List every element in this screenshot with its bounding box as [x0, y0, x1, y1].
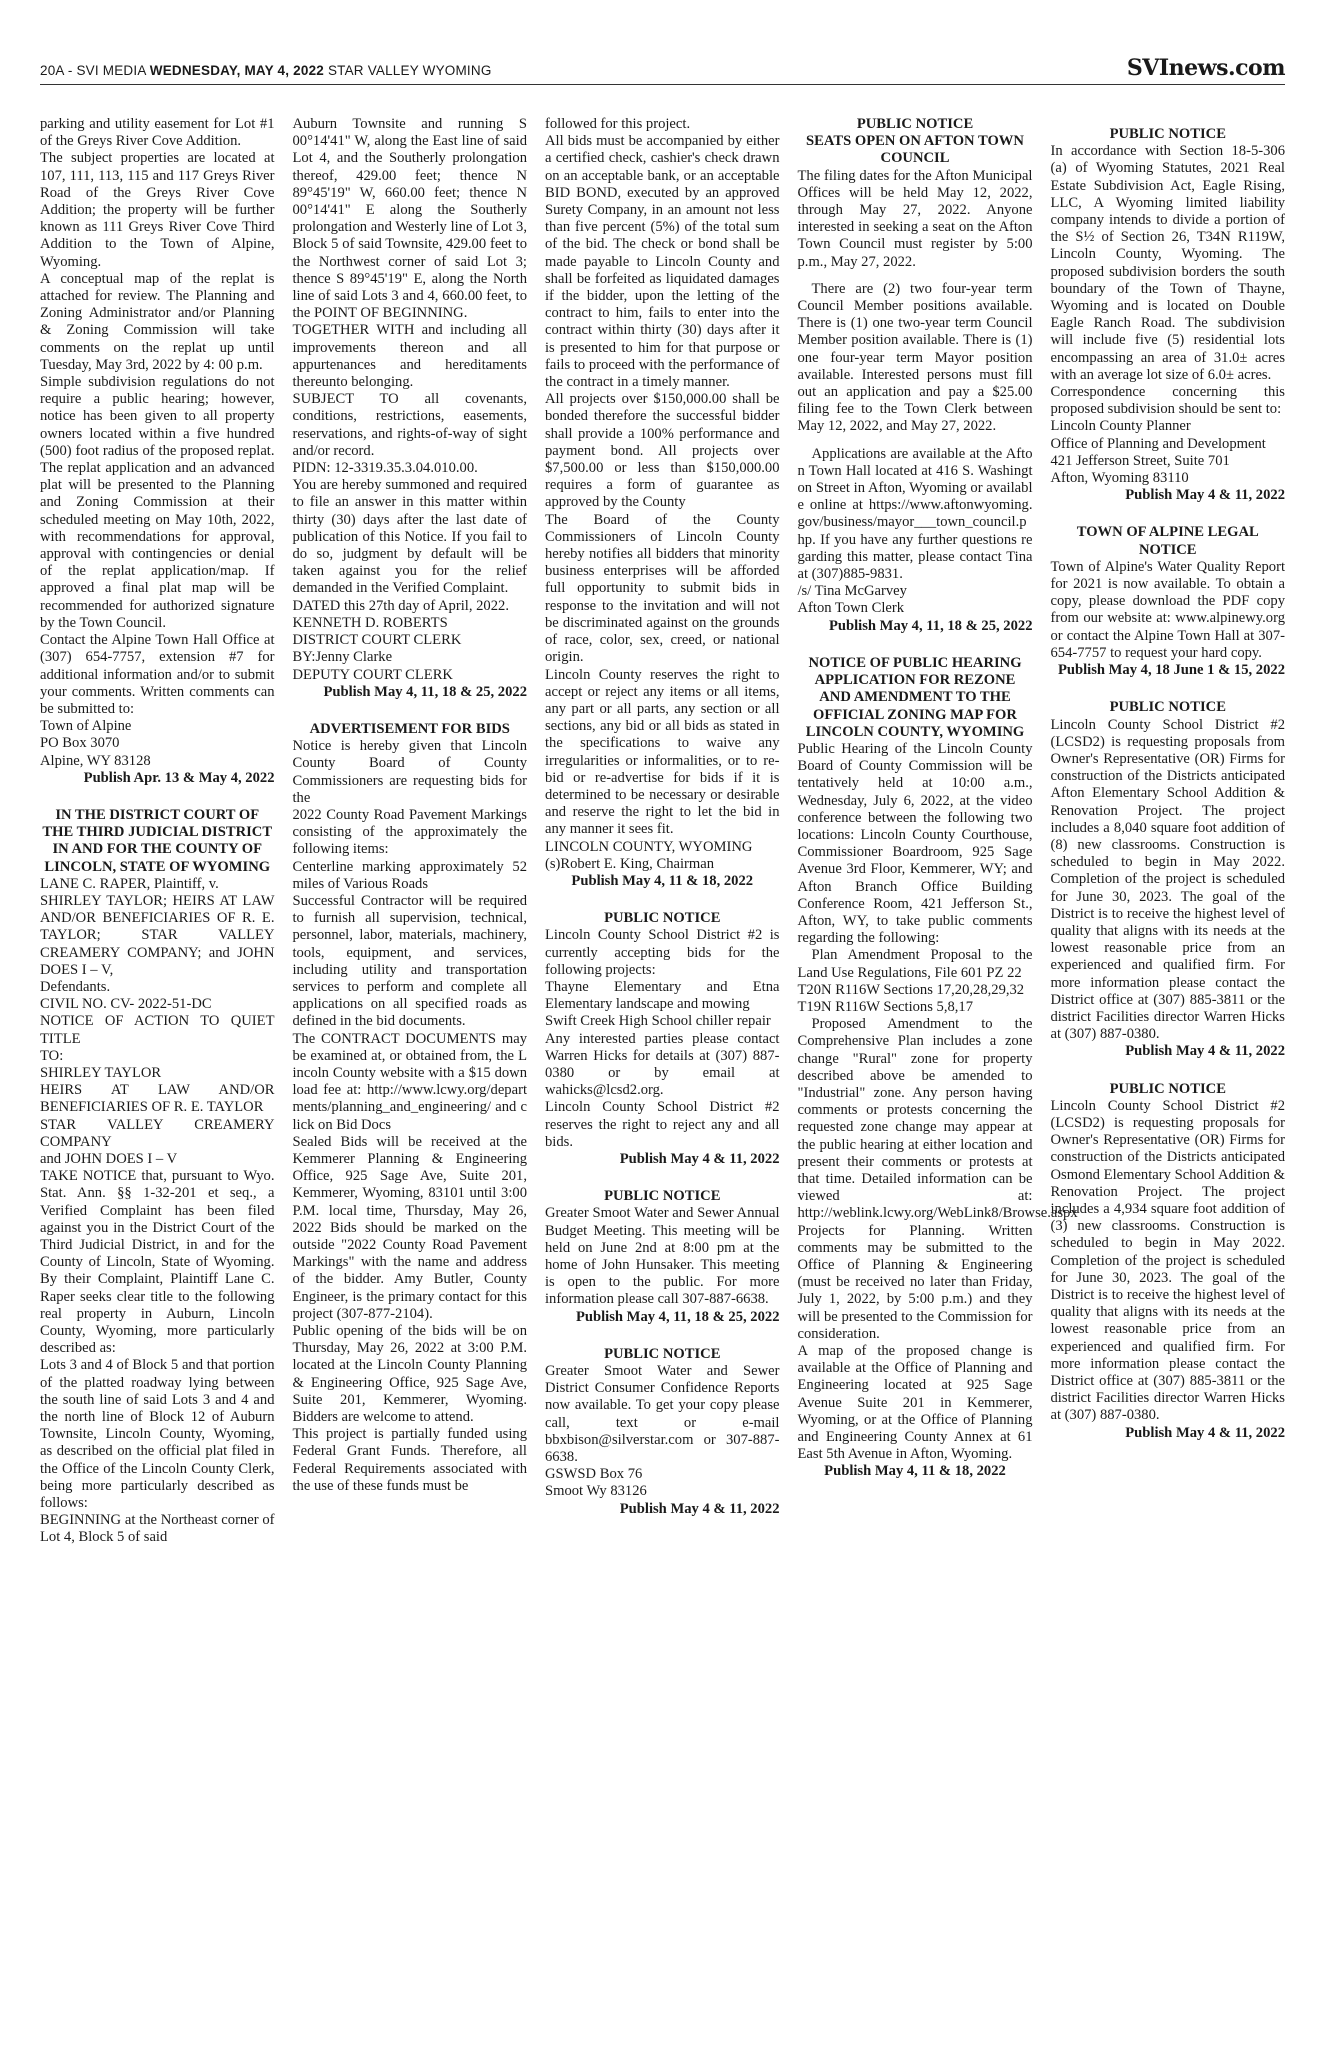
notice-paragraph: Lincoln County School District #2 is currently accepting bids for the following projects:	[545, 927, 780, 978]
notice-address-line: Town of Alpine	[40, 718, 132, 735]
notice-paragraph: STAR VALLEY CREAMERY COMPANY	[40, 1116, 275, 1150]
notice-address-line: PO Box 3070	[40, 735, 120, 752]
notice-paragraph: Centerline marking approximately 52 miles of Various Roads	[292, 858, 527, 892]
notice-paragraph: A conceptual map of the replat is attached for review. The Planning and Zoning Administrator and/or Planning & Zoning Commission will take comments on the replat up until Tuesday, May 3rd, 2022 by 4: 00 p.m.	[40, 270, 275, 373]
notice-paragraph: Lots 3 and 4 of Block 5 and that portion of the platted roadway lying between the south line of said Lots 3 and 4 and the north line of Block 12 of Auburn Townsite, Lincoln County, Wyoming, as described on the official plat filed in the Office of the Lincoln County Clerk, being more particularly described as follows:	[40, 1357, 275, 1512]
notice-paragraph: TO:	[40, 1047, 64, 1064]
notice-paragraph: Applications are available at the Afton Town Hall located at 416 S. Washington Street in Afton, Wyoming or available online at https://www.aftonwyoming.gov/business/mayor___town_council.php. If you have any further questions regarding this matter, please contact Tina at (307)885-9831.	[797, 445, 1033, 583]
notice-paragraph: Thayne Elementary and Etna Elementary landscape and mowing	[545, 978, 780, 1013]
notice-paragraph: Greater Smoot Water and Sewer District Consumer Confidence Reports now available. To get your copy please call, text or e-mail bbxbison@silverstar.com or 307-887-6638.	[545, 1363, 780, 1466]
publish-line: Publish May 4, 11, 18 & 25, 2022	[575, 1308, 780, 1325]
notice-paragraph: followed for this project.	[545, 116, 691, 132]
notice-heading: IN THE DISTRICT COURT OF THE THIRD JUDICIAL DISTRICT	[42, 806, 273, 841]
site-name: SVInews.com	[1126, 55, 1285, 81]
notice-paragraph: Notice is hereby given that Lincoln County Board of County Commissioners are requesting bids for the	[292, 738, 527, 806]
notice-paragraph: CIVIL NO. CV- 2022-51-DC	[40, 996, 212, 1013]
publish-line: Publish Apr. 13 & May 4, 2022	[83, 769, 275, 786]
notice-address-line: Office of Planning and Development	[1050, 435, 1266, 452]
notice-heading: IN AND FOR THE COUNTY OF LINCOLN, STATE OF WYOMING	[44, 841, 271, 875]
publish-line: Publish May 4 & 11, 2022	[619, 1500, 780, 1517]
notice-paragraph: SHIRLEY TAYLOR	[40, 1064, 162, 1081]
notice-paragraph: Contact the Alpine Town Hall Office at (307) 654-7757, extension #7 for additional information and/or to submit your comments. Written comments can be submitted to:	[40, 632, 275, 717]
column-5	[1051, 116, 1286, 1547]
notice-address-line: 421 Jefferson Street, Suite 701	[1050, 452, 1230, 469]
notice-paragraph: Lincoln County School District #2 (LCSD2) is requesting proposals for Owner's Representative (OR) Firms for construction of the Districts anticipated Osmond Elementary School Addition & Renovation Project. The project includes a 4,934 square foot addition of (3) new classrooms. Construction is scheduled to begin in May 2022. Completion of the project is scheduled for June 30, 2023. The goal of the District is to receive the highest level of quality that aligns with its needs at the lowest reasonable price from an experienced and qualified firm. For more information please contact the District office at (307) 885-3811 or the district Facilities director Warren Hicks at (307) 887-0380.	[1050, 1097, 1285, 1424]
notice-paragraph: Public opening of the bids will be on Thursday, May 26, 2022 at 3:00 P.M. located at the Lincoln County Planning & Engineering Office, 925 Sage Ave, Suite 201, Kemmerer, Wyoming. Bidders are welcome to attend.	[292, 1323, 527, 1426]
column-2	[293, 116, 528, 1547]
notice-paragraph: There are (2) two four-year term Council Member positions available. There is (1) one two-year term Council Member position available. There is (1) one four-year term Mayor position available. Interested persons must fill out an application and pay a $25.00 filing fee to the Town Clerk between May 12, 2022, and May 27, 2022.	[797, 280, 1033, 435]
notice-address-line: Smoot Wy 83126	[545, 1483, 647, 1500]
notice-paragraph: Proposed Amendment to the Comprehensive Plan includes a zone change "Rural" zone for property described above be amended to "Industrial" zone. Any person having comments or protests concerning the requested zone change may appear at the public hearing at either location and present their comments or protests at that time. Detailed information can be viewed at: http://weblink.lcwy.org/WebLink8/Browse.aspx Projects for Planning. Written comments may be submitted to the Office of Planning & Engineering (must be received no later than Friday, July 1, 2022, by 5:00 p.m.) and they will be presented to the Commission for consideration.	[797, 1016, 1078, 1342]
publish-line: Publish May 4, 11, 18 & 25, 2022	[323, 683, 527, 700]
notice-paragraph: Successful Contractor will be required to furnish all supervision, technical, personnel, labor, materials, machinery, tools, equipment, and services, including utility and transportation services to perform and complete all applications on all specified roads as defined in the bid documents.	[292, 892, 527, 1030]
notice-paragraph: Plan Amendment Proposal to the Land Use Regulations, File 601 PZ 22	[797, 947, 1033, 981]
notice-paragraph: You are hereby summoned and required to file an answer in this matter within thirty (30) days after the last date of publication of this Notice. If you fail to do so, judgment by default will be taken against you for the relief demanded in the Verified Complaint.	[292, 477, 527, 597]
notice-paragraph: SUBJECT TO all covenants, conditions, restrictions, easements, reservations, and rights-of-way of sight and/or record.	[292, 391, 527, 459]
notice-signature-line: BY:Jenny Clarke	[292, 649, 393, 666]
notice-paragraph: HEIRS AT LAW AND/OR BENEFICIARIES OF R. E. TAYLOR	[40, 1082, 275, 1116]
notice-paragraph: Lincoln County School District #2 reserves the right to reject any and all bids.	[545, 1099, 780, 1150]
notice-address-line: Alpine, WY 83128	[40, 752, 151, 769]
column-3	[545, 116, 780, 1547]
publish-line: Publish May 4 & 11, 2022	[1125, 1043, 1285, 1060]
notice-paragraph: PIDN: 12-3319.35.3.04.010.00.	[292, 460, 478, 477]
notice-paragraph: The subject properties are located at 107, 111, 113, 115 and 117 Greys River Road of the Greys River Cove Addition; the property will be further known as 111 Greys River Cove Third Addition to the Town of Alpine, Wyoming.	[40, 150, 275, 270]
notice-address-line: Afton, Wyoming 83110	[1050, 470, 1189, 487]
notice-paragraph: The Board of the County Commissioners of Lincoln County hereby notifies all bidders that minority business enterprises will be afforded full opportunity to submit bids in response to the invitation and will not be discriminated against on the grounds of race, color, sex, creed, or national origin.	[545, 511, 780, 666]
notice-signature-line: DISTRICT COURT CLERK	[292, 632, 462, 649]
notice-paragraph: Correspondence concerning this proposed subdivision should be sent to:	[1050, 384, 1285, 418]
notice-paragraph: Lincoln County School District #2 (LCSD2) is requesting proposals from Owner's Representative (OR) Firms for construction of the Districts anticipated Afton Elementary School Addition & Renovation Project. The project includes a 8,040 square foot addition of (8) new classrooms. Construction is scheduled to begin in May 2022. Completion of the project is scheduled for June 30, 2023. The goal of the District is to receive the highest level of quality that aligns with its needs at the lowest reasonable price from an experienced and qualified firm. For more information please contact the District office at (307) 885-3811 or the district Facilities director Warren Hicks at (307) 887-0380.	[1050, 716, 1285, 1043]
notice-paragraph: and JOHN DOES I – V	[40, 1150, 178, 1167]
publish-line: Publish May 4 & 11, 2022	[1125, 487, 1285, 504]
notice-paragraph: Auburn Townsite and running S 00°14'41" W, along the East line of said Lot 4, and the Southerly prolongation thereof, 429.00 feet; thence N 89°45'19" W, 660.00 feet; thence N 00°14'41" E along the Southerly prolongation and Westerly line of Lot 3, Block 5 of said Townsite, 429.00 feet to the Northwest corner of said Lot 3; thence S 89°45'19" E, along the North line of said Lots 3 and 4, 660.00 feet, to the POINT OF BEGINNING.	[292, 116, 527, 322]
notice-signature-line: KENNETH D. ROBERTS	[292, 614, 448, 631]
notice-heading: PUBLIC NOTICE	[604, 910, 721, 927]
notice-paragraph: The filing dates for the Afton Municipal Offices will be held May 12, 2022, through May 27, 2022. Anyone interested in seeking a seat on the Afton Town Council must register by 5:00 p.m., May 27, 2022.	[797, 167, 1033, 270]
publish-line: Publish May 4, 18 June 1 & 15, 2022	[1057, 662, 1285, 679]
notice-paragraph: Simple subdivision regulations do not require a public hearing; however, notice has been given to all property owners located within a five hundred (500) foot radius of the proposed replat. The replat application and an advanced plat will be presented to the Planning and Zoning Commission at their scheduled meeting on May 10th, 2022, with recommendations for approval, approval with contingencies or denial of the replat application/map. If approved a final plat map will be recommended for authorized signature by the Town Council.	[40, 374, 275, 631]
notice-heading: NOTICE OF PUBLIC HEARING APPLICATION FOR REZONE AND AMENDMENT TO THE OFFICIAL ZONING MAP FOR LINCOLN COUNTY, WYOMING	[805, 654, 1025, 740]
notice-heading: TOWN OF ALPINE LEGAL NOTICE	[1076, 524, 1259, 558]
notice-heading: ADVERTISEMENT FOR BIDS	[309, 720, 510, 737]
notice-paragraph: TOGETHER WITH and including all improvements thereon and all appurtenances and hereditaments thereunto belonging.	[292, 322, 527, 391]
notice-paragraph: T19N R116W Sections 5,8,17	[797, 998, 974, 1015]
notice-paragraph: Lincoln County reserves the right to accept or reject any items or all items, any part or all parts, any section or all sections, any bid or all bids as stated in the specifications to waive any irregularities or informalities, or to re-bid or re-advertise for bids if it is determined to be necessary or desirable and reserve the right to let the bid in any manner it sees fit.	[545, 666, 780, 838]
page-prefix: 20A - SVI MEDIA	[40, 63, 146, 78]
notice-paragraph: All projects over $150,000.00 shall be bonded therefore the successful bidder shall provide a 100% performance and payment bond. All projects over $7,500.00 or less than $150,000.00 requires a form of guarantee as approved by the County	[545, 391, 780, 511]
notice-paragraph: The CONTRACT DOCUMENTS may be examined at, or obtained from, the Lincoln County website with a $15 download fee at: http://www.lcwy.org/departments/planning_and_engineering/ and click on Bid Docs	[292, 1030, 527, 1133]
notice-paragraph: T20N R116W Sections 17,20,28,29,32	[797, 981, 1025, 998]
notice-signature-line: (s)Robert E. King, Chairman	[545, 855, 715, 872]
notice-heading: PUBLIC NOTICE	[856, 116, 974, 132]
notice-paragraph: Swift Creek High School chiller repair	[545, 1013, 771, 1030]
notice-heading: PUBLIC NOTICE	[1109, 699, 1226, 716]
publish-line: Publish May 4, 11 & 18, 2022	[824, 1463, 1006, 1480]
notice-heading: PUBLIC NOTICE	[604, 1345, 721, 1362]
publish-line: Publish May 4, 11, 18 & 25, 2022	[828, 617, 1033, 634]
notice-paragraph: parking and utility easement for Lot #1 of the Greys River Cove Addition.	[40, 116, 275, 150]
notice-heading: PUBLIC NOTICE	[604, 1188, 721, 1205]
notice-heading: SEATS OPEN ON AFTON TOWN COUNCIL	[806, 133, 1024, 167]
notice-paragraph: In accordance with Section 18-5-306 (a) of Wyoming Statutes, 2021 Real Estate Subdivision Act, Eagle Rising, LLC, A Wyoming limited liability company intends to divide a portion of the S½ of Section 26, T34N R119W, Lincoln County, Wyoming. The proposed subdivision borders the south boundary of the Town of Thayne, Wyoming and is located on Double Eagle Ranch Road. The subdivision will include five (5) residential lots encompassing an area of 31.0± acres with an average lot size of 6.0± acres.	[1050, 143, 1285, 383]
page-header-left	[40, 63, 492, 84]
notice-paragraph: Any interested parties please contact Warren Hicks for details at (307) 887-0380 or by email at wahicks@lcsd2.org.	[545, 1030, 780, 1099]
notice-paragraph: All bids must be accompanied by either a certified check, cashier's check drawn on an acceptable bank, or an acceptable BID BOND, executed by an approved Surety Company, in an amount not less than five percent (5%) of the total sum of the bid. The check or bond shall be made payable to Lincoln County and shall be forfeited as liquidated damages if the bidder, upon the letting of the contract to him, fails to enter into the contract within thirty (30) days after it is presented to him for that purpose or fails to proceed with the performance of the contract in a timely manner.	[545, 133, 780, 391]
notice-signature-line: LINCOLN COUNTY, WYOMING	[545, 838, 753, 855]
notice-heading: PUBLIC NOTICE	[1109, 1080, 1226, 1097]
notice-signature-line: DEPUTY COURT CLERK	[292, 666, 453, 683]
notice-paragraph: DATED this 27th day of April, 2022.	[292, 597, 509, 614]
notice-paragraph: SHIRLEY TAYLOR; HEIRS AT LAW AND/OR BENEFICIARIES OF R. E. TAYLOR; STAR VALLEY CREAMERY COMPANY; and JOHN DOES I – V,	[40, 892, 275, 978]
publish-line: Publish May 4 & 11, 2022	[619, 1150, 780, 1167]
notice-paragraph: TAKE NOTICE that, pursuant to Wyo. Stat. Ann. §§ 1-32-201 et seq., a Verified Complaint has been filed against you in the District Court of the Third Judicial District, in and for the County of Lincoln, State of Wyoming. By their Complaint, Plaintiff Lane C. Raper seeks clear title to the following real property in Auburn, Lincoln County, Wyoming, more particularly described as:	[40, 1168, 275, 1357]
notice-paragraph: This project is partially funded using Federal Grant Funds. Therefore, all Federal Requirements associated with the use of these funds must be	[292, 1426, 527, 1494]
notice-signature-line: /s/ Tina McGarvey	[797, 583, 907, 600]
notice-address-line: GSWSD Box 76	[545, 1466, 643, 1483]
page-place: STAR VALLEY WYOMING	[327, 63, 492, 78]
notice-address-line: Lincoln County Planner	[1050, 418, 1191, 435]
notice-paragraph: Sealed Bids will be received at the Kemmerer Planning & Engineering Office, 925 Sage Ave, Suite 201, Kemmerer, Wyoming, 83101 until 3:00 P.M. local time, Thursday, May 26, 2022 Bids should be marked on the outside "2022 County Road Pavement Markings" with the name and address of the bidder. Amy Butler, County Engineer, is the primary contact for this project (307-877-2104).	[292, 1133, 527, 1322]
notice-paragraph: LANE C. RAPER, Plaintiff, v.	[40, 875, 219, 892]
notice-paragraph: Greater Smoot Water and Sewer Annual Budget Meeting. This meeting will be held on June 2nd at 8:00 pm at the home of John Hunsaker. This meeting is open to the public. For more information please call 307-887-6638.	[545, 1205, 780, 1308]
notice-paragraph: Public Hearing of the Lincoln County Board of County Commission will be tentatively held at 10:00 a.m., Wednesday, July 6, 2022, at the video conference between the following two locations: Lincoln County Courthouse, Commissioner Boardroom, 925 Sage Avenue 3rd Floor, Kemmerer, WY; and Afton Branch Office Building Conference Room, 421 Jefferson St., Afton, WY, to take public comments regarding the following:	[797, 740, 1033, 947]
notice-paragraph: A map of the proposed change is available at the Office of Planning and Engineering located at 925 Sage Avenue Suite 201 in Kemmerer, Wyoming, or at the Office of Planning and Engineering County Annex at 61 East 5th Avenue in Afton, Wyoming.	[797, 1343, 1033, 1463]
notice-columns	[40, 116, 1285, 1547]
notice-paragraph: Defendants.	[40, 978, 111, 995]
page-date: WEDNESDAY, MAY 4, 2022	[149, 63, 324, 78]
notice-paragraph: Town of Alpine's Water Quality Report for 2021 is now available. To obtain a copy, please download the PDF copy from our website at: www.alpinewy.org or contact the Alpine Town Hall at 307-654-7757 to request your hard copy.	[1050, 558, 1285, 661]
notice-paragraph: 2022 County Road Pavement Markings consisting of the approximately the following items:	[292, 806, 527, 858]
notice-heading: PUBLIC NOTICE	[1109, 126, 1226, 142]
publish-line: Publish May 4 & 11, 2022	[1125, 1424, 1285, 1441]
notice-signature-line: Afton Town Clerk	[797, 600, 905, 617]
page-header	[40, 50, 1285, 85]
column-1	[40, 116, 275, 1547]
column-4	[797, 116, 1078, 1547]
notice-paragraph: BEGINNING at the Northeast corner of Lot 4, Block 5 of said	[40, 1512, 275, 1546]
notice-paragraph: NOTICE OF ACTION TO QUIET TITLE	[40, 1013, 275, 1047]
publish-line: Publish May 4, 11 & 18, 2022	[571, 872, 754, 889]
